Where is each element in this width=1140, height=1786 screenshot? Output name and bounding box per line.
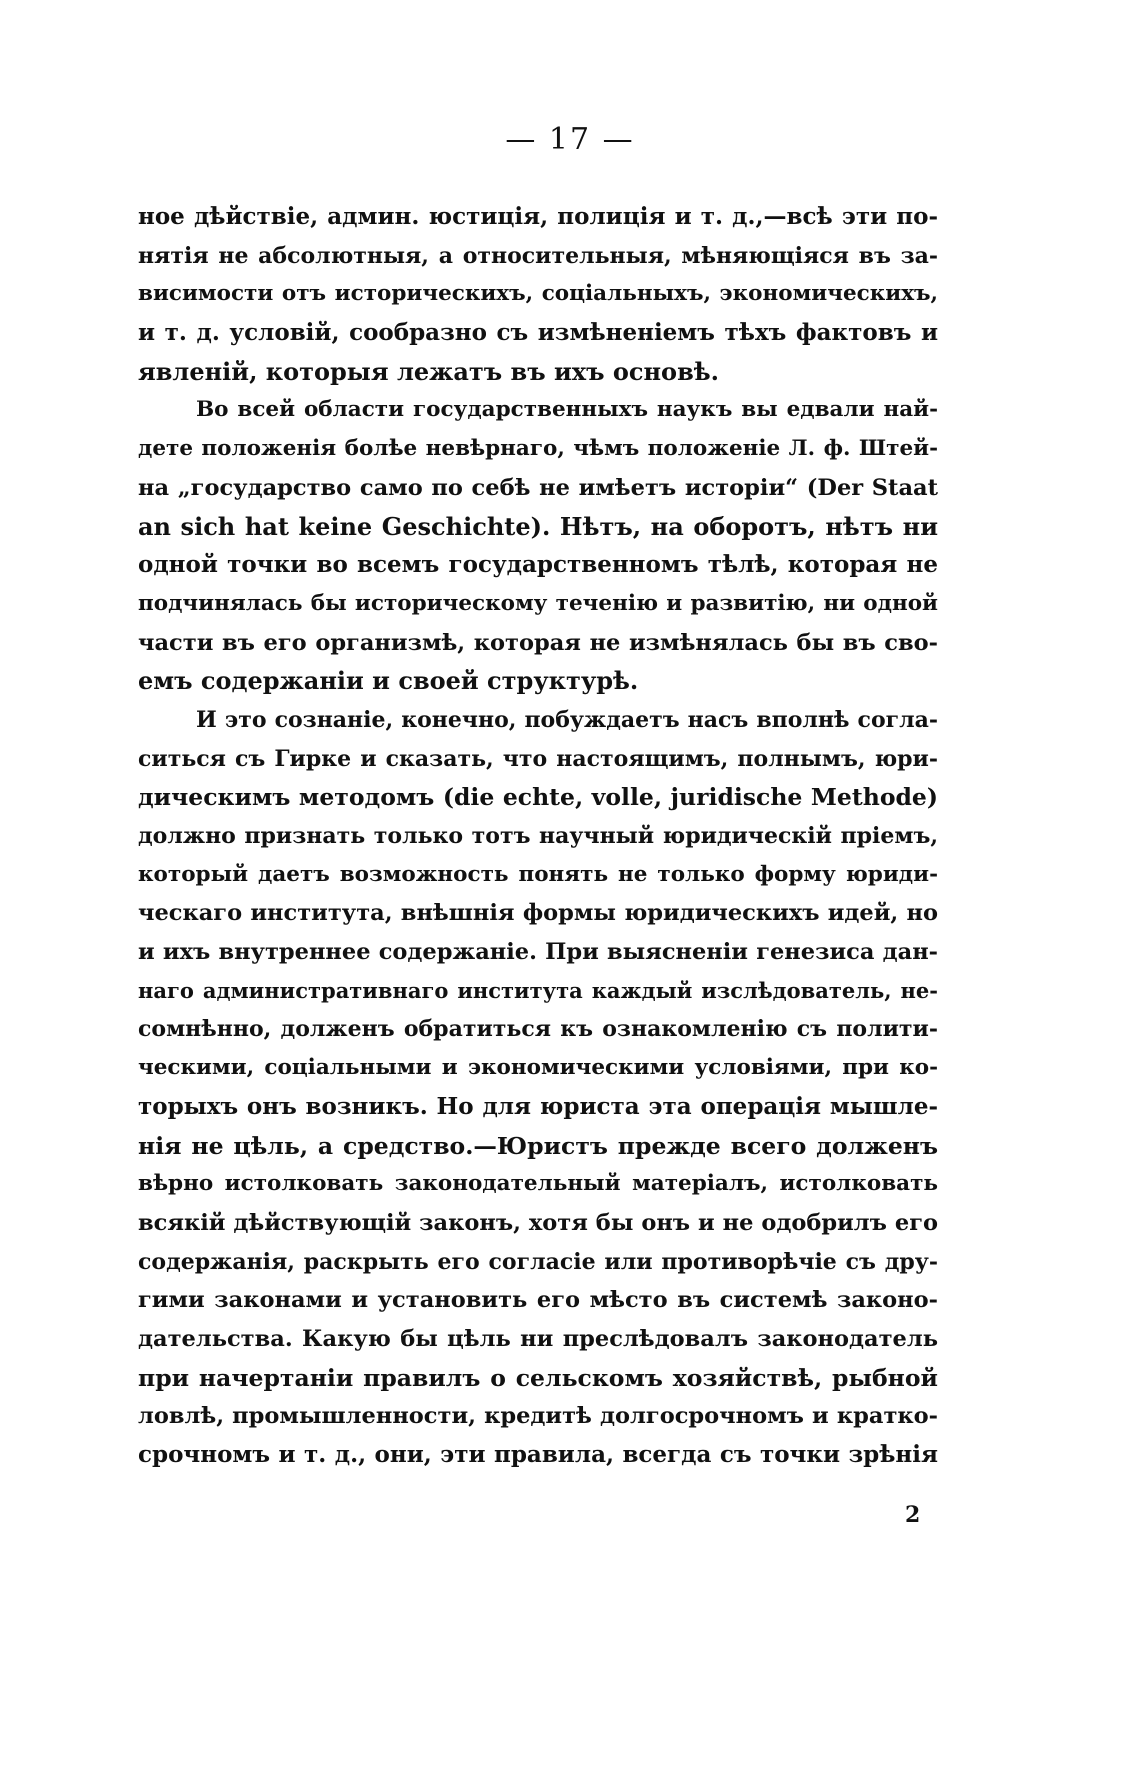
text-line: содержанія, раскрыть его согласіе или противорѣчіе съ дру-	[138, 1248, 938, 1275]
text-line: ловлѣ, промышленности, кредитѣ долгосрочномъ и кратко-	[138, 1403, 938, 1430]
text-line: нія не цѣль, а средство.—Юристъ прежде всего долженъ	[138, 1131, 938, 1160]
text-line: гими законами и установить его мѣсто въ системѣ законо-	[138, 1287, 938, 1314]
text-line: вѣрно истолковать законодательный матеріалъ, истолковать	[138, 1171, 938, 1197]
paragraph	[138, 198, 938, 391]
text-line: и т. д. условій, сообразно съ измѣненіемъ тѣхъ фактовъ и	[138, 319, 938, 347]
text-line: наго административнаго института каждый изслѣдователь, не-	[138, 977, 938, 1003]
text-line: одной точки во всемъ государственномъ тѣлѣ, которая не	[138, 551, 938, 579]
text-line: ное дѣйствіе, админ. юстиція, полиція и т. д.,—всѣ эти по-	[138, 203, 938, 230]
text-line: срочномъ и т. д., они, эти правила, всегда съ точки зрѣнія	[138, 1441, 938, 1468]
text-line: ческими, соціальными и экономическими условіями, при ко-	[138, 1055, 938, 1081]
text-line: Во всей области государственныхъ наукъ вы едвали най-	[196, 397, 938, 423]
text-line: дете положенія болѣе невѣрнаго, чѣмъ положеніе Л. ф. Штей-	[138, 436, 938, 462]
text-line: всякій дѣйствующій законъ, хотя бы онъ и не одобрилъ его	[138, 1209, 938, 1236]
signature-mark: 2	[905, 1502, 921, 1528]
text-line: нятія не абсолютныя, а относительныя, мѣняющіяся въ за-	[138, 242, 938, 269]
text-line: на „государство само по себѣ не имѣетъ исторіи“ (Der Staat	[138, 474, 938, 501]
text-line: ситься съ Гирке и сказать, что настоящимъ, полнымъ, юри-	[138, 745, 938, 772]
text-line: должно признать только тотъ научный юридическій пріемъ,	[138, 823, 938, 849]
text-line: части въ его организмѣ, которая не измѣнялась бы въ сво-	[138, 629, 938, 656]
text-line: подчинялась бы историческому теченію и развитію, ни одной	[138, 590, 938, 616]
text-line: дательства. Какую бы цѣль ни преслѣдовалъ законодатель	[138, 1325, 938, 1352]
text-line: емъ содержаніи и своей структурѣ.	[138, 666, 639, 696]
text-line: ческаго института, внѣшнія формы юридическихъ идей, но	[138, 900, 938, 927]
text-line: и ихъ внутреннее содержаніе. При выясненіи генезиса дан-	[138, 939, 938, 966]
paragraph	[138, 701, 938, 1475]
text-line: дическимъ методомъ (die echte, volle, juridische Methode)	[138, 783, 938, 812]
text-line: an sich hat keine Geschichte). Нѣтъ, на оборотъ, нѣтъ ни	[138, 511, 938, 541]
page-number: — 17 —	[505, 122, 635, 157]
text-line: торыхъ онъ возникъ. Но для юриста эта операція мышле-	[138, 1092, 938, 1120]
text-line: висимости отъ историческихъ, соціальныхъ, экономическихъ,	[138, 281, 938, 307]
text-line: явленій, которыя лежатъ въ ихъ основѣ.	[138, 356, 719, 386]
text-line: сомнѣнно, долженъ обратиться къ ознакомленію съ полити-	[138, 1016, 938, 1043]
text-line: при начертаніи правилъ о сельскомъ хозяйствѣ, рыбной	[138, 1363, 938, 1392]
text-line: И это сознаніе, конечно, побуждаетъ насъ вполнѣ согла-	[196, 706, 938, 733]
text-line: который даетъ возможность понять не только форму юриди-	[138, 861, 938, 887]
paragraph	[138, 391, 938, 701]
body-text	[138, 198, 938, 1475]
